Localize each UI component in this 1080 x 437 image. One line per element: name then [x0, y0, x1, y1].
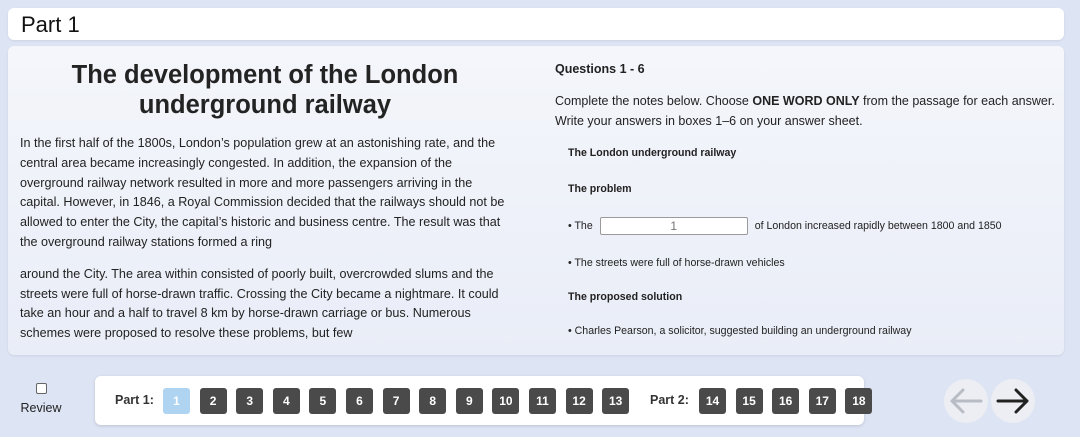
note-line-2: • The streets were full of horse-drawn vehicles	[568, 257, 785, 269]
arrow-left-icon	[944, 379, 988, 423]
question-button-10[interactable]: 10	[492, 388, 519, 414]
reading-passage[interactable]	[20, 46, 510, 355]
question-button-11[interactable]: 11	[529, 388, 556, 414]
notes-title: The London underground railway	[568, 147, 737, 159]
question-button-15[interactable]: 15	[736, 388, 763, 414]
answer-input-1[interactable]	[600, 217, 748, 235]
notes-section-solution: The proposed solution	[568, 291, 683, 303]
passage-paragraph-2: around the City. The area within consisted of poorly built, overcrowded slums and the streets were full of horse-drawn traffic. Crossing the City became a nightmare. It could take an hour and a half to travel 8 km by horse-drawn carriage or bus. Numerous schemes were proposed to resolve these problems, but few	[20, 266, 499, 341]
question-button-9[interactable]: 9	[456, 388, 483, 414]
question-button-17[interactable]: 17	[809, 388, 836, 414]
content-panel	[8, 46, 1064, 355]
question-button-18[interactable]: 18	[845, 388, 872, 414]
review-toggle[interactable]	[14, 383, 68, 415]
question-button-8[interactable]: 8	[419, 388, 446, 414]
part-1-label: Part 1:	[115, 393, 154, 407]
instruction-text: Complete the notes below. Choose	[555, 94, 753, 108]
part-2-label: Part 2:	[650, 393, 689, 407]
previous-button[interactable]	[944, 379, 988, 423]
question-button-7[interactable]: 7	[383, 388, 410, 414]
notes-section-problem: The problem	[568, 183, 632, 195]
part-header	[8, 8, 1064, 40]
question-button-3[interactable]: 3	[236, 388, 263, 414]
note-line-3: • Charles Pearson, a solicitor, suggested building an underground railway	[568, 325, 912, 337]
question-button-1[interactable]: 1	[163, 388, 190, 414]
question-button-16[interactable]: 16	[772, 388, 799, 414]
note-line-1-suffix: of London increased rapidly between 1800 and 1850	[754, 220, 1002, 232]
note-line-1	[568, 217, 1055, 235]
arrow-right-icon	[991, 379, 1035, 423]
questions-panel[interactable]	[555, 46, 1055, 344]
question-button-13[interactable]: 13	[602, 388, 629, 414]
review-checkbox[interactable]	[36, 383, 47, 394]
part-title: Part 1	[21, 12, 80, 37]
next-button[interactable]	[991, 379, 1035, 423]
question-button-12[interactable]: 12	[566, 388, 593, 414]
note-line-1-prefix: • The	[568, 220, 593, 232]
question-button-5[interactable]: 5	[309, 388, 336, 414]
question-button-14[interactable]: 14	[699, 388, 726, 414]
question-button-6[interactable]: 6	[346, 388, 373, 414]
passage-title: The development of the London underground railway	[71, 61, 459, 119]
question-button-2[interactable]: 2	[200, 388, 227, 414]
passage-paragraph-1: In the first half of the 1800s, London’s population grew at an astonishing rate, and the central area became increasingly congested. In addition, the expansion of the overground railway network resulted in more and more passengers arriving in the capital. However, in 1846, a Royal Commission decided that the railways should not be allowed to enter the City, the capital’s historic and business centre. The result was that the overground railway stations formed a ring	[20, 136, 505, 249]
instruction-text-end: from the passage for each answer. Write your answers in boxes 1–6 on your answer sheet.	[555, 94, 1055, 128]
review-label: Review	[20, 401, 62, 415]
question-navigator	[95, 376, 864, 425]
question-button-4[interactable]: 4	[273, 388, 300, 414]
questions-heading: Questions 1 - 6	[555, 62, 645, 76]
questions-instruction	[555, 91, 1055, 131]
instruction-emphasis: ONE WORD ONLY	[752, 94, 860, 108]
